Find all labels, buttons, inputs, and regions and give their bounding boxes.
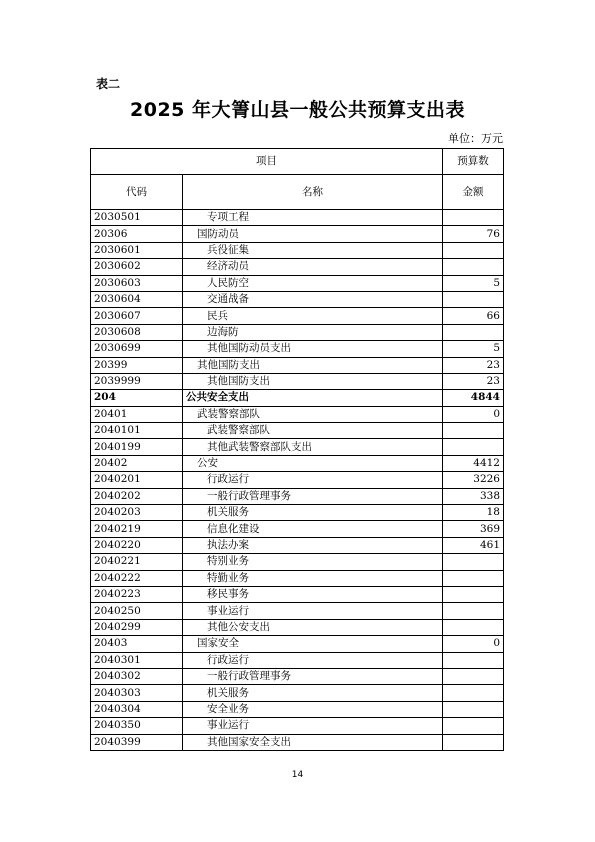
row-amount: 3226 [443, 472, 504, 488]
page-number: 14 [291, 770, 304, 780]
row-name: 其他国防支出 [183, 373, 443, 389]
row-name: 武装警察部队 [183, 423, 443, 439]
row-code: 2040302 [91, 668, 183, 684]
row-code: 2040399 [91, 734, 183, 750]
row-code: 2040222 [91, 570, 183, 586]
budget-table [90, 148, 504, 751]
row-amount [443, 259, 504, 275]
row-name: 安全业务 [183, 701, 443, 717]
row-amount [443, 652, 504, 668]
row-code: 20401 [91, 406, 183, 422]
row-code: 2040203 [91, 505, 183, 521]
header-row-1 [91, 149, 504, 175]
table-row [91, 210, 504, 226]
row-amount [443, 603, 504, 619]
row-code: 2030602 [91, 259, 183, 275]
page-title: 2025 年大箐山县一般公共预算支出表 [130, 99, 465, 121]
table-row [91, 505, 504, 521]
header-code: 代码 [91, 175, 183, 210]
row-code: 2030607 [91, 308, 183, 324]
row-code: 2040303 [91, 685, 183, 701]
row-name: 国防动员 [183, 226, 443, 242]
table-row [91, 586, 504, 602]
row-code: 2030604 [91, 291, 183, 307]
table-row [91, 308, 504, 324]
row-amount [443, 619, 504, 635]
table-row [91, 701, 504, 717]
row-amount [443, 586, 504, 602]
row-code: 2039999 [91, 373, 183, 389]
row-code: 2040220 [91, 537, 183, 553]
table-row [91, 226, 504, 242]
row-code: 2040299 [91, 619, 183, 635]
row-name: 经济动员 [183, 259, 443, 275]
row-amount: 338 [443, 488, 504, 504]
table-row [91, 636, 504, 652]
row-amount [443, 554, 504, 570]
row-name: 人民防空 [183, 275, 443, 291]
row-code: 204 [91, 390, 183, 406]
table-row [91, 734, 504, 750]
table-row [91, 324, 504, 340]
row-name: 民兵 [183, 308, 443, 324]
row-code: 2040219 [91, 521, 183, 537]
table-row [91, 685, 504, 701]
row-name: 特别业务 [183, 554, 443, 570]
table-row [91, 423, 504, 439]
table-row [91, 242, 504, 258]
row-name: 国家安全 [183, 636, 443, 652]
table-row [91, 554, 504, 570]
table-row [91, 439, 504, 455]
row-name: 其他国防支出 [183, 357, 443, 373]
row-code: 2040199 [91, 439, 183, 455]
unit-label: 单位：万元 [448, 132, 503, 145]
table-row [91, 488, 504, 504]
row-amount: 18 [443, 505, 504, 521]
row-name: 机关服务 [183, 685, 443, 701]
table-row [91, 619, 504, 635]
row-code: 2040201 [91, 472, 183, 488]
row-amount: 461 [443, 537, 504, 553]
row-name: 行政运行 [183, 472, 443, 488]
row-code: 2040221 [91, 554, 183, 570]
row-code: 2040250 [91, 603, 183, 619]
row-name: 事业运行 [183, 603, 443, 619]
row-name: 公安 [183, 455, 443, 471]
row-name: 一般行政管理事务 [183, 488, 443, 504]
table-row [91, 341, 504, 357]
row-name: 行政运行 [183, 652, 443, 668]
row-amount: 66 [443, 308, 504, 324]
table-row [91, 570, 504, 586]
row-name: 公共安全支出 [183, 390, 443, 406]
table-row [91, 357, 504, 373]
row-amount: 23 [443, 357, 504, 373]
table-row [91, 521, 504, 537]
row-code: 2040301 [91, 652, 183, 668]
row-name: 信息化建设 [183, 521, 443, 537]
row-amount [443, 210, 504, 226]
row-code: 2030603 [91, 275, 183, 291]
row-name: 一般行政管理事务 [183, 668, 443, 684]
row-amount [443, 718, 504, 734]
row-name: 武装警察部队 [183, 406, 443, 422]
row-name: 交通战备 [183, 291, 443, 307]
table-row [91, 406, 504, 422]
row-name: 事业运行 [183, 718, 443, 734]
row-amount: 4844 [443, 390, 504, 406]
table-row [91, 275, 504, 291]
table-row [91, 390, 504, 406]
header-row-2 [91, 175, 504, 210]
table-row [91, 652, 504, 668]
row-code: 20306 [91, 226, 183, 242]
row-amount: 5 [443, 275, 504, 291]
row-amount: 5 [443, 341, 504, 357]
row-amount: 0 [443, 636, 504, 652]
row-code: 2040101 [91, 423, 183, 439]
row-amount [443, 701, 504, 717]
row-name: 其他公安支出 [183, 619, 443, 635]
header-budget: 预算数 [443, 149, 504, 175]
table-row [91, 718, 504, 734]
row-code: 2030501 [91, 210, 183, 226]
row-code: 20403 [91, 636, 183, 652]
row-name: 机关服务 [183, 505, 443, 521]
row-amount [443, 439, 504, 455]
row-name: 其他国防动员支出 [183, 341, 443, 357]
table-row [91, 668, 504, 684]
table-row [91, 259, 504, 275]
table-row [91, 291, 504, 307]
header-item: 项目 [91, 149, 443, 175]
row-code: 20402 [91, 455, 183, 471]
row-amount [443, 242, 504, 258]
row-amount [443, 423, 504, 439]
table-body [91, 210, 504, 751]
table-label: 表二 [96, 77, 121, 91]
row-name: 其他武装警察部队支出 [183, 439, 443, 455]
table-row [91, 537, 504, 553]
row-amount [443, 685, 504, 701]
row-code: 2030699 [91, 341, 183, 357]
header-amount: 金额 [443, 175, 504, 210]
table-row [91, 455, 504, 471]
row-code: 2040350 [91, 718, 183, 734]
row-amount [443, 291, 504, 307]
row-code: 2040223 [91, 586, 183, 602]
row-name: 其他国家安全支出 [183, 734, 443, 750]
table-row [91, 603, 504, 619]
table-row [91, 472, 504, 488]
row-amount: 23 [443, 373, 504, 389]
row-amount [443, 324, 504, 340]
row-amount: 369 [443, 521, 504, 537]
row-code: 2040304 [91, 701, 183, 717]
row-name: 执法办案 [183, 537, 443, 553]
row-code: 2040202 [91, 488, 183, 504]
row-name: 特勤业务 [183, 570, 443, 586]
row-name: 专项工程 [183, 210, 443, 226]
row-code: 2030601 [91, 242, 183, 258]
row-amount: 4412 [443, 455, 504, 471]
row-name: 移民事务 [183, 586, 443, 602]
row-amount: 0 [443, 406, 504, 422]
row-code: 2030608 [91, 324, 183, 340]
row-name: 兵役征集 [183, 242, 443, 258]
table-row [91, 373, 504, 389]
header-name: 名称 [183, 175, 443, 210]
row-amount [443, 734, 504, 750]
row-amount: 76 [443, 226, 504, 242]
row-code: 20399 [91, 357, 183, 373]
row-name: 边海防 [183, 324, 443, 340]
row-amount [443, 668, 504, 684]
row-amount [443, 570, 504, 586]
